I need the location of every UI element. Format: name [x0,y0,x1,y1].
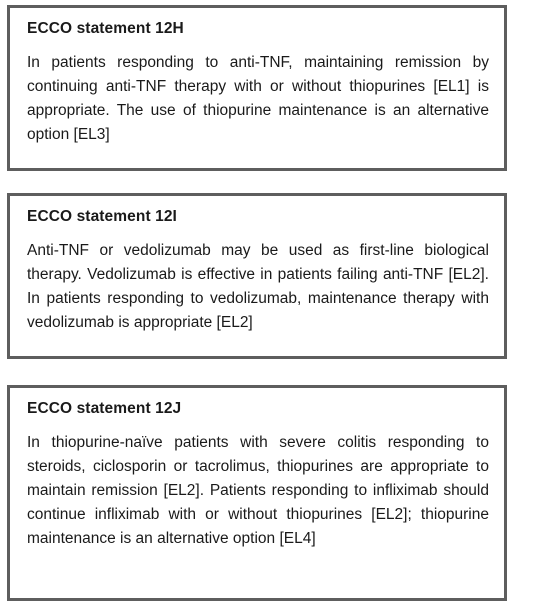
statement-title: ECCO statement 12J [27,400,182,417]
statement-box-12j [7,385,507,601]
statement-body: Anti-TNF or vedolizumab may be used as first-line biological therapy. Vedolizumab is effective in patients failing anti-TNF [EL2]. In patients responding to vedolizumab, maintenance therapy with vedolizumab is appropriate [EL2] [27,242,489,331]
statement-body: In patients responding to anti-TNF, maintaining remission by continuing anti-TNF therapy with or without thiopurines [EL1] is appropriate. The use of thiopurine maintenance is an alternative option [EL3] [27,54,489,143]
statement-title: ECCO statement 12H [27,20,184,37]
statement-box-12h [7,5,507,171]
statement-body: In thiopurine-naïve patients with severe colitis responding to steroids, ciclosporin or tacrolimus, thiopurines are appropriate to maintain remission [EL2]. Patients responding to infliximab should continue infliximab with or without thiopurines [EL2]; thiopurine maintenance is an alternative option [EL4] [27,434,489,547]
statement-box-12i [7,193,507,359]
statement-title: ECCO statement 12I [27,208,177,225]
